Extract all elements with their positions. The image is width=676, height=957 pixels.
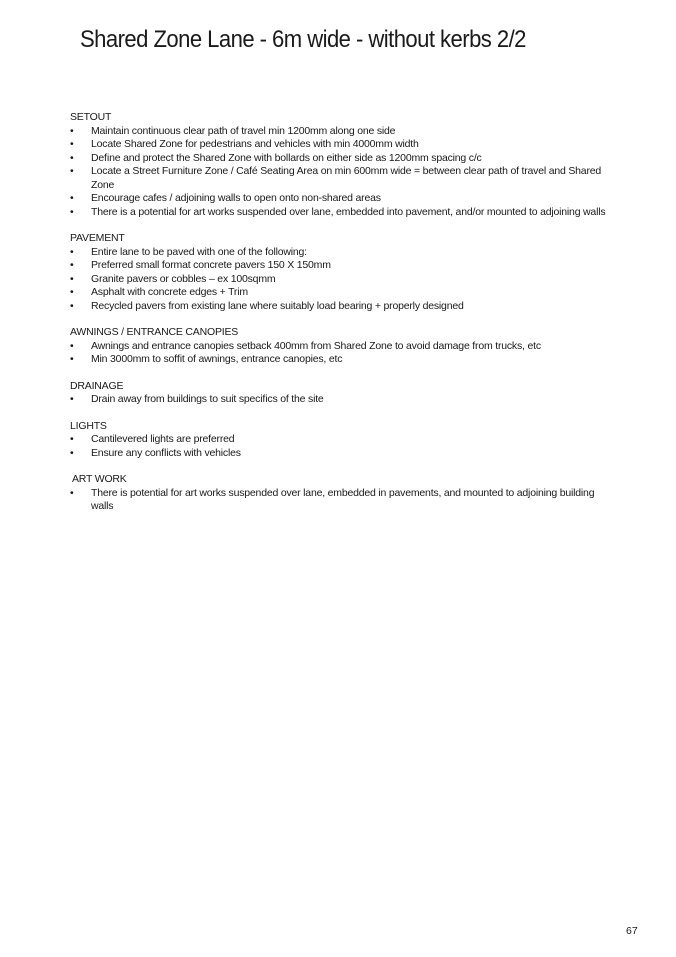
bullet-icon: • [70,259,74,271]
list-item [70,433,618,447]
bullet-list [70,125,618,220]
bullet-icon: • [70,165,74,177]
list-item [70,165,618,192]
list-item-text: Drain away from buildings to suit speciﬁcs of the site [91,393,324,405]
bullet-icon: • [70,272,74,285]
list-item-text: Granite pavers or cobbles – ex 100sqmm [91,272,276,285]
bullet-icon: • [70,486,74,499]
bullet-list [70,246,618,314]
bullet-icon: • [70,433,74,445]
list-item-text: Cantilevered lights are preferred [91,433,235,445]
bullet-icon: • [70,353,74,365]
list-item [70,246,618,260]
list-item-text: Preferred small format concrete pavers 150 X 150mm [91,259,331,271]
section-heading: AWNINGS / ENTRANCE CANOPIES [70,326,239,338]
bullet-icon: • [70,299,74,312]
list-item [70,206,618,220]
section-drainage [70,380,618,407]
list-item [70,487,618,514]
section-setout [70,111,618,219]
list-item-text: There is potential for art works suspended over lane, embedded in pavements, and mounted to adjoining building walls [91,486,595,512]
list-item [70,340,618,354]
list-item [70,152,618,166]
bullet-list [70,433,618,460]
list-item [70,286,618,300]
section-heading: LIGHTS [70,419,107,432]
section-heading: DRAINAGE [70,379,124,392]
list-item-text: There is a potential for art works suspended over lane, embedded into pavement, and/or mounted to adjoining walls [91,205,606,218]
list-item-text: Maintain continuous clear path of travel min 1200mm along one side [91,124,396,137]
bullet-icon: • [70,393,74,405]
bullet-icon: • [70,245,74,258]
list-item [70,393,618,407]
bullet-list [70,393,618,407]
section-lights [70,420,618,461]
list-item [70,273,618,287]
section-heading: SETOUT [70,111,112,123]
list-item-text: Asphalt with concrete edges + Trim [91,286,248,298]
bullet-icon: • [70,138,74,150]
list-item [70,192,618,206]
bullet-icon: • [70,446,74,459]
list-item-text: Locate a Street Furniture Zone / Café Seating Area on min 600mm wide = between clear path of travel and Shared Zone [91,165,602,191]
list-item [70,259,618,273]
bullet-list [70,487,618,514]
list-item-text: Recycled pavers from existing lane where suitably load bearing + properly designed [91,299,464,312]
list-item [70,138,618,152]
list-item-text: Entire lane to be paved with one of the following: [91,245,307,258]
list-item [70,125,618,139]
section-heading: PAVEMENT [70,232,125,244]
section-awnings [70,326,618,367]
bullet-icon: • [70,205,74,218]
page-title: Shared Zone Lane - 6m wide - without kerbs 2/2 [80,26,526,53]
document-body [70,111,618,527]
list-item [70,300,618,314]
list-item-text: Ensure any conﬂicts with vehicles [91,446,241,459]
page-number: 67 [626,925,638,937]
list-item-text: Min 3000mm to sofﬁt of awnings, entrance canopies, etc [91,353,343,365]
list-item [70,447,618,461]
bullet-icon: • [70,151,74,164]
bullet-icon: • [70,339,74,352]
section-pavement [70,232,618,313]
list-item-text: Deﬁne and protect the Shared Zone with bollards on either side as 1200mm spacing c/c [91,151,482,164]
list-item-text: Awnings and entrance canopies setback 400mm from Shared Zone to avoid damage from trucks, etc [91,339,541,352]
bullet-list [70,340,618,367]
bullet-icon: • [70,124,74,137]
section-art-work [70,473,618,514]
section-heading: ART WORK [72,473,127,485]
list-item [70,353,618,367]
list-item-text: Encourage cafes / adjoining walls to open onto non-shared areas [91,192,381,204]
bullet-icon: • [70,286,74,298]
list-item-text: Locate Shared Zone for pedestrians and vehicles with min 4000mm width [91,138,419,150]
bullet-icon: • [70,192,74,204]
